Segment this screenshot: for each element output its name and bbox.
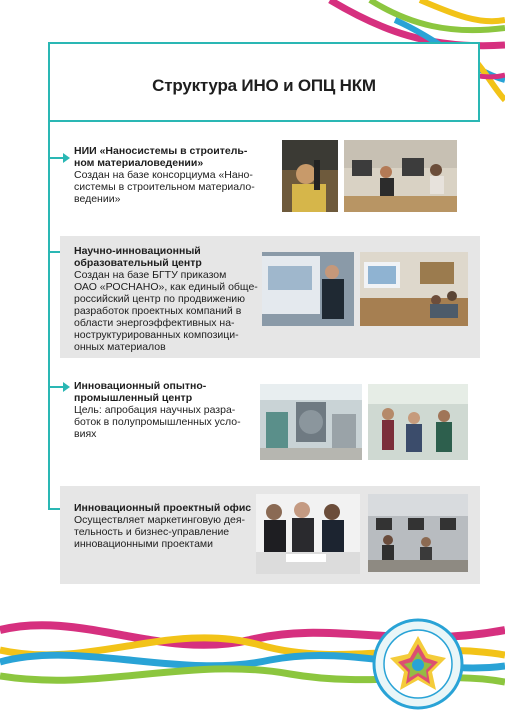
photo-lecture-hall xyxy=(360,252,468,326)
section-3-body: Цель: апробация научных разра- боток в полупромышленных усло- виях xyxy=(74,404,241,440)
photo-presentation xyxy=(262,252,354,326)
section-1-body: Создан на базе консорциума «Нано- системы в строительном материало- ведении» xyxy=(74,169,255,205)
photo-microscope xyxy=(282,140,338,212)
section-4-title: Инновационный проектный офис xyxy=(74,502,252,514)
page-title: Структура ИНО и ОПЦ НКМ xyxy=(152,76,376,95)
photo-industrial-equipment xyxy=(260,384,362,460)
section-2-body: Создан на базе БГТУ приказом ОАО «РОСНАНО», как единый обще- российский центр по продвижению разработок проектных компаний в области энергоэффективных на- ноструктурированных композици- онных материалов xyxy=(74,269,258,353)
section-4 xyxy=(74,502,254,550)
section-3 xyxy=(74,380,254,440)
section-1-title: НИИ «Наносистемы в строитель- ном материаловедении» xyxy=(74,145,248,169)
photo-project-office xyxy=(368,494,468,572)
photo-group-visit xyxy=(368,384,468,460)
title-box xyxy=(48,42,480,122)
section-2 xyxy=(74,245,262,353)
arrow-section-1 xyxy=(50,157,64,159)
section-2-title: Научно-инновационный образовательный центр xyxy=(74,245,202,269)
photo-business-team xyxy=(256,494,360,574)
section-1 xyxy=(74,145,264,205)
connector-line xyxy=(48,120,50,510)
arrow-section-3 xyxy=(50,386,64,388)
section-4-body: Осуществляет маркетинговую дея- тельность и бизнес-управление инновационными проектами xyxy=(74,514,246,550)
university-emblem xyxy=(372,618,464,710)
photo-computer-lab xyxy=(344,140,457,212)
section-3-title: Инновационный опытно- промышленный центр xyxy=(74,380,207,404)
